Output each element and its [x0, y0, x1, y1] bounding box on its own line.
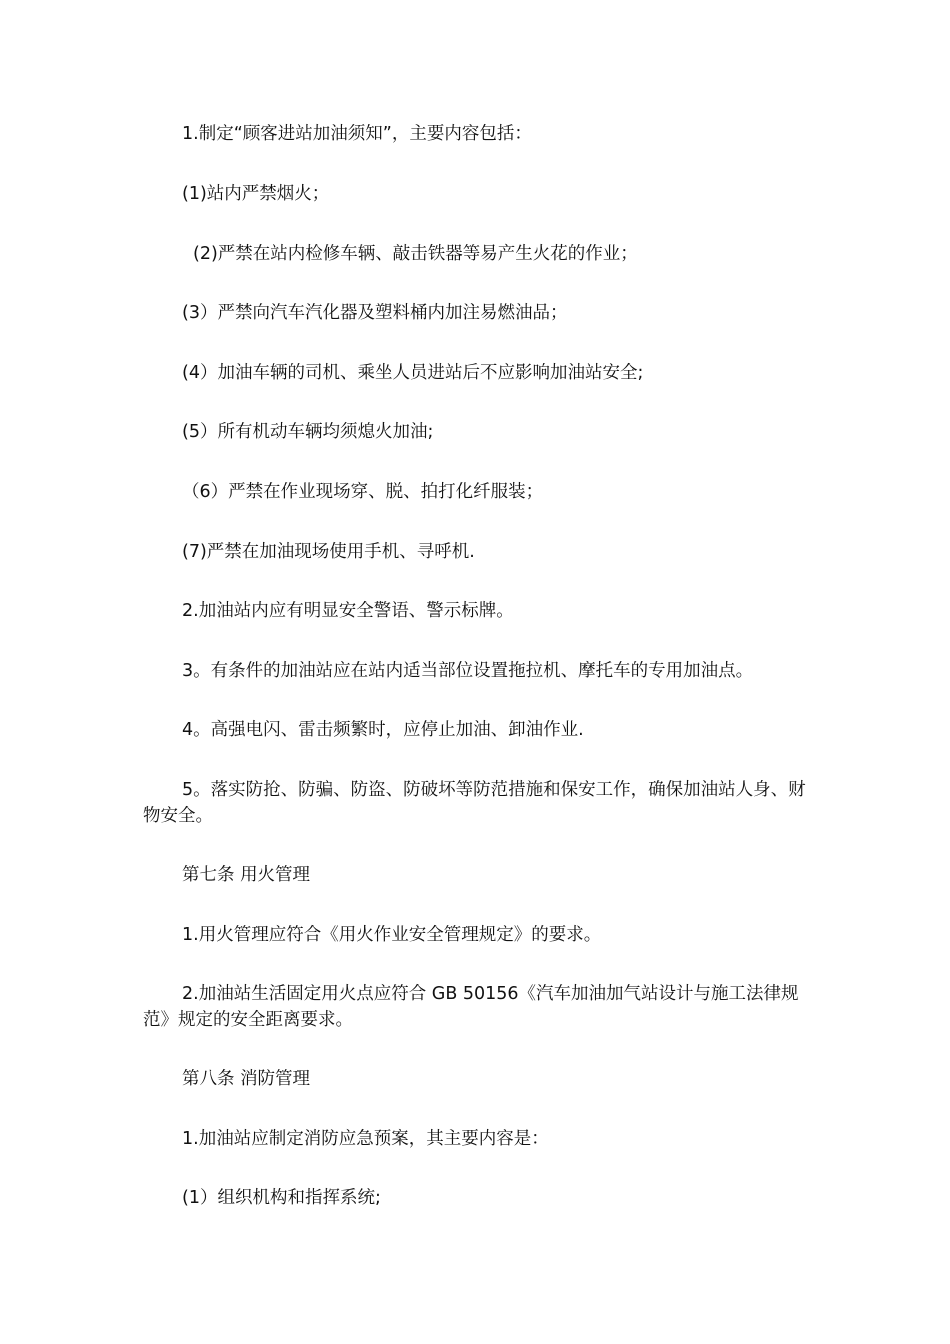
paragraph-item-1: (1)站内严禁烟火； [182, 184, 330, 204]
paragraph-item-3: (3）严禁向汽车汽化器及塑料桶内加注易燃油品； [182, 303, 568, 323]
paragraph-fire-rule-1: 1.用火管理应符合《用火作业安全管理规定》的要求。 [182, 925, 602, 945]
section-heading-article-7: 第七条 用火管理 [182, 865, 311, 885]
paragraph-item-6: （6）严禁在作业现场穿、脱、拍打化纤服装； [182, 482, 544, 502]
paragraph-notice-heading: 1.制定“顾客进站加油须知”，主要内容包括： [182, 124, 532, 144]
paragraph-fire-control-item-1: (1）组织机构和指挥系统; [182, 1188, 381, 1208]
paragraph-item-4: (4）加油车辆的司机、乘坐人员进站后不应影响加油站安全; [182, 363, 644, 383]
paragraph-rule-4: 4。高强电闪、雷击频繁时，应停止加油、卸油作业. [182, 720, 584, 740]
paragraph-rule-2: 2.加油站内应有明显安全警语、警示标牌。 [182, 601, 514, 621]
paragraph-fire-rule-2: 2.加油站生活固定用火点应符合 GB 50156《汽车加油加气站设计与施工法律规范》规定的安全距离要求。 [143, 984, 799, 1030]
paragraph-fire-control-1: 1.加油站应制定消防应急预案，其主要内容是： [182, 1129, 549, 1149]
paragraph-rule-3: 3。有条件的加油站应在站内适当部位设置拖拉机、摩托车的专用加油点。 [182, 661, 754, 681]
paragraph-item-5: (5）所有机动车辆均须熄火加油; [182, 422, 434, 442]
section-heading-article-8: 第八条 消防管理 [182, 1069, 311, 1089]
paragraph-rule-5: 5。落实防抢、防骗、防盗、防破坏等防范措施和保安工作，确保加油站人身、财物安全。 [143, 780, 806, 826]
paragraph-item-2: (2)严禁在站内检修车辆、敲击铁器等易产生火花的作业； [193, 244, 638, 264]
paragraph-item-7: (7)严禁在加油现场使用手机、寻呼机. [182, 542, 475, 562]
